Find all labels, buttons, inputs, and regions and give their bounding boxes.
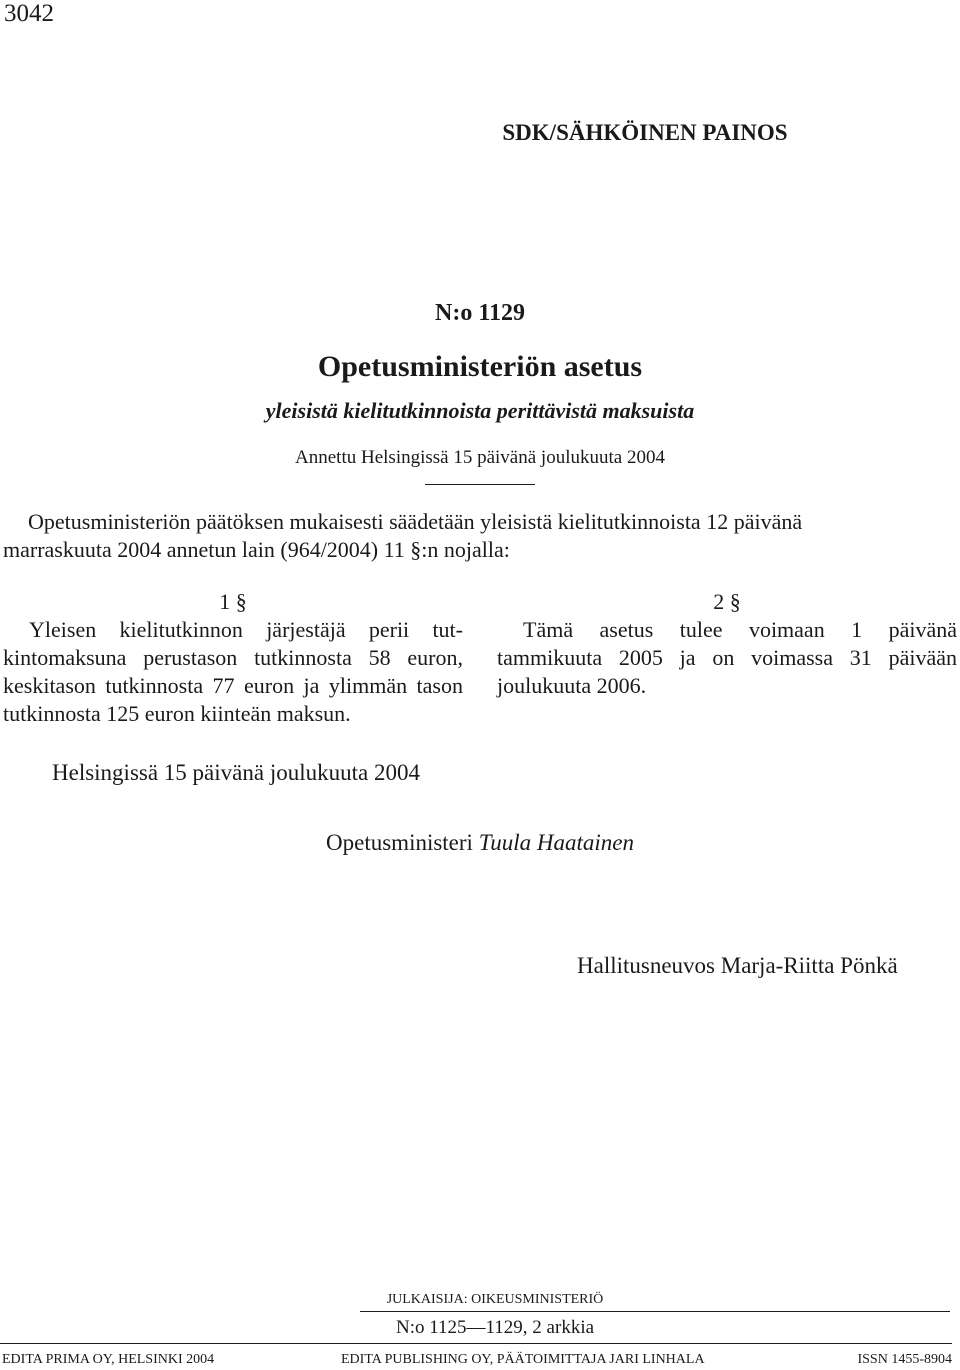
preamble: [0, 508, 960, 564]
footer-rule-upper: [360, 1311, 950, 1312]
footer-publishing: EDITA PUBLISHING OY, PÄÄTOIMITTAJA JARI LINHALA: [341, 1352, 705, 1367]
footer-printer: EDITA PRIMA OY, HELSINKI 2004: [2, 1352, 215, 1367]
minister-signature: [0, 830, 960, 856]
footer-rule-lower: [0, 1343, 952, 1344]
statute-title: Opetusministeriön asetus: [317, 350, 643, 383]
preamble-line-2: marraskuuta 2004 annetun lain (964/2004) 11 §:n nojalla:: [3, 537, 510, 562]
section-1-heading: 1 §: [219, 589, 247, 614]
footer-issue: N:o 1125—1129, 2 arkkia: [395, 1317, 595, 1338]
page-number: 3042: [4, 0, 54, 27]
footer-issn: ISSN 1455-8904: [857, 1352, 952, 1367]
section-2-text: Tämä asetus tulee voimaan 1 päivänä tammikuuta 2005 ja on voimassa 31 päivään joulukuuta 2006.: [497, 617, 957, 698]
preamble-line-1: Opetusministeriön päätöksen mukaisesti säädetään yleisistä kielitutkinnoista 12 päivänä: [28, 509, 803, 534]
title-divider: [425, 484, 535, 485]
footer-publisher: JULKAISIJA: OIKEUSMINISTERIÖ: [386, 1292, 604, 1307]
statute-number: N:o 1129: [435, 300, 525, 326]
given-date: Annettu Helsingissä 15 päivänä joulukuuta 2004: [295, 447, 665, 468]
place-date: Helsingissä 15 päivänä joulukuuta 2004: [52, 760, 420, 785]
minister-title: Opetusministeri: [326, 830, 473, 855]
statute-subtitle: yleisistä kielitutkinnoista perittävistä maksuista: [265, 398, 695, 423]
section-2-heading: 2 §: [713, 589, 741, 614]
section-1: [3, 588, 463, 728]
section-1-text: Yleisen kielitutkinnon järjestäjä perii tutkintomaksuna perustason tutkinnosta 58 euron, keskitason tutkinnosta 77 euron ja ylimmän tason tutkinnosta 125 euron kiinteän maksun.: [3, 617, 463, 726]
section-2: [497, 588, 957, 700]
counsellor-signature: Hallitusneuvos Marja-Riitta Pönkä: [577, 953, 898, 978]
minister-name: Tuula Haatainen: [478, 830, 634, 855]
edition-label: SDK/SÄHKÖINEN PAINOS: [502, 120, 788, 145]
